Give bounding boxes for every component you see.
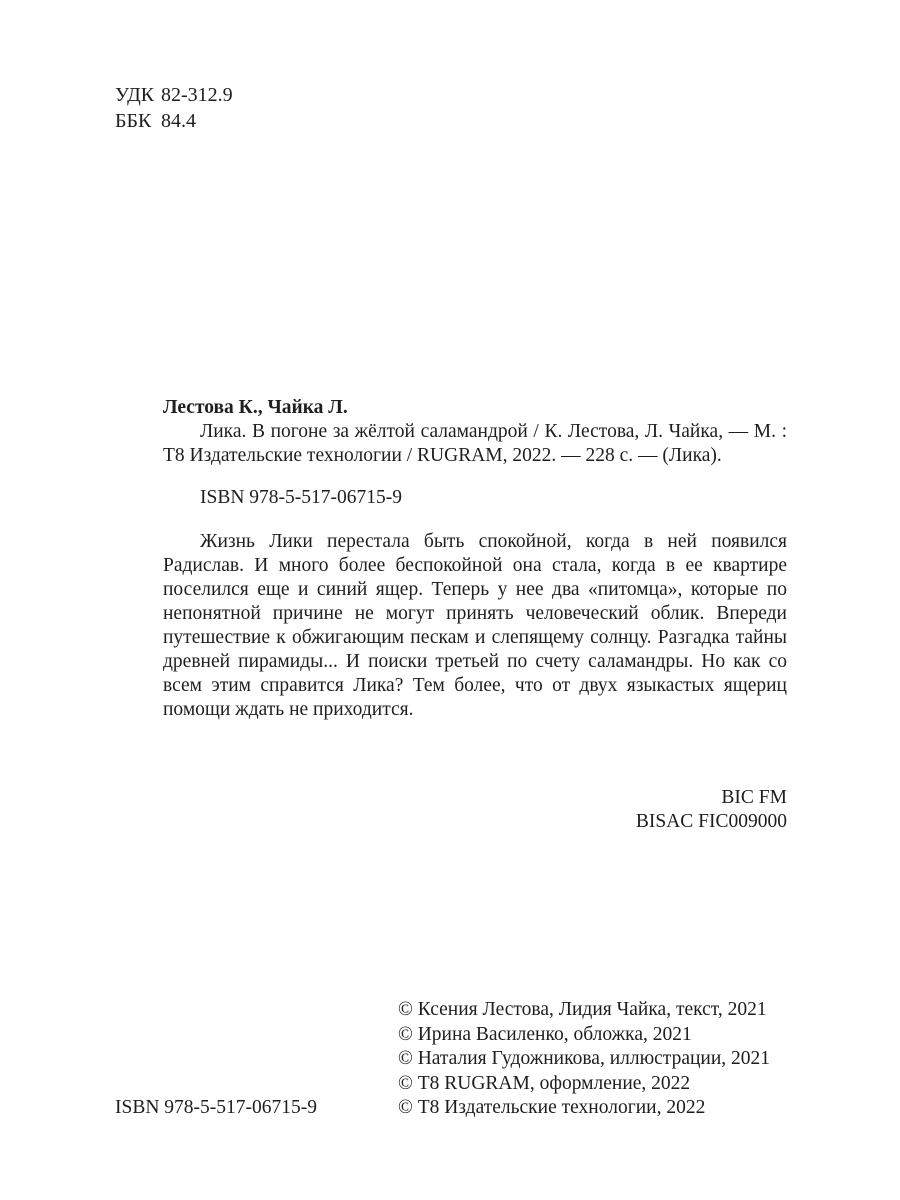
bic-code: BIC FM xyxy=(721,787,787,808)
copyright-line: © Наталия Гудожникова, иллюстрации, 2021 xyxy=(398,1048,771,1069)
isbn-main: ISBN 978-5-517-06715-9 xyxy=(200,487,403,508)
book-description: Лика. В погоне за жёлтой саламандрой / К. Лестова, Л. Чайка, — М. : Т8 Издательские технологии / RUGRAM, 2022. — 228 с. — (Лика). xyxy=(163,421,787,466)
udk-row xyxy=(115,82,233,108)
bbk-row xyxy=(115,108,233,134)
bbk-value: 84.4 xyxy=(161,110,196,132)
bbk-label: ББК xyxy=(115,110,152,132)
copyright-line: © Ирина Василенко, обложка, 2021 xyxy=(398,1023,692,1045)
copyright-line: © Т8 Издательские технологии, 2022 xyxy=(398,1097,706,1118)
bisac-code: BISAC FIC009000 xyxy=(635,811,787,832)
isbn-bottom: ISBN 978-5-517-06715-9 xyxy=(115,1097,318,1118)
copyright-block xyxy=(398,998,770,1121)
udk-value: 82-312.9 xyxy=(161,84,233,106)
udk-label: УДК xyxy=(115,84,155,106)
bibliographic-record xyxy=(163,396,787,722)
classification-codes xyxy=(115,82,233,134)
subject-codes xyxy=(636,786,787,834)
annotation: Жизнь Лики перестала быть спокойной, когда в ней появился Радислав. И много более беспокойной она стала, когда в ее квартире поселился еще и синий ящер. Теперь у нее два «питомца», которые по непонятной причине не могут принять человеческий облик. Впереди путешествие к обжигающим пескам и слепящему солнцу. Разгадка тайны древней пирамиды... И поиски третьей по счету саламандры. Но как со всем этим справится Лика? Тем более, что от двух языкастых ящериц помощи ждать не приходится. xyxy=(163,531,787,720)
copyright-line: © Ксения Лестова, Лидия Чайка, текст, 2021 xyxy=(398,999,767,1020)
copyright-line: © Т8 RUGRAM, оформление, 2022 xyxy=(398,1072,691,1094)
authors: Лестова К., Чайка Л. xyxy=(163,397,348,418)
